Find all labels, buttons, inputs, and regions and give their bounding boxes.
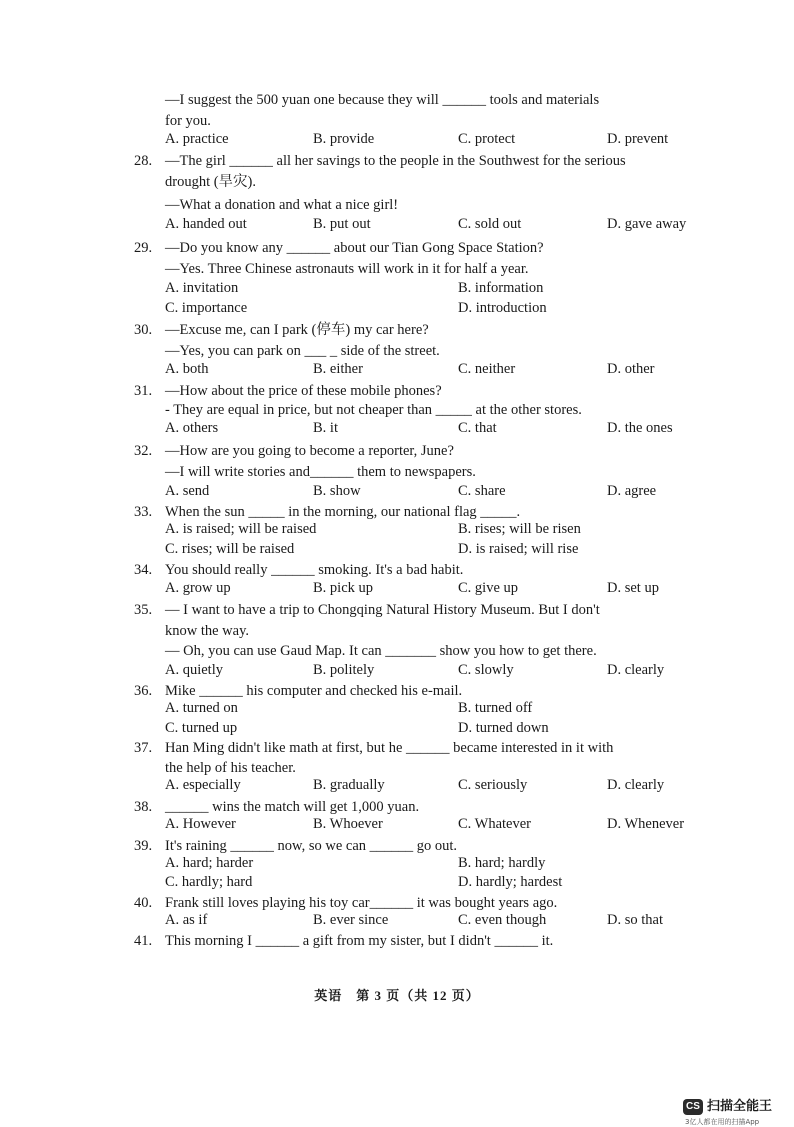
- question-text-line: know the way.: [165, 623, 250, 639]
- answer-option: B. hard; hardly: [458, 855, 546, 871]
- options-row: [165, 521, 725, 541]
- options-row: [165, 216, 725, 236]
- answer-option: B. politely: [313, 662, 375, 678]
- options-row: [165, 777, 725, 797]
- options-row: [165, 700, 725, 720]
- answer-option: B. it: [313, 420, 338, 436]
- question-number: 30.: [134, 322, 153, 338]
- answer-option: A. However: [165, 816, 236, 832]
- question-text-line: When the sun _____ in the morning, our national flag _____.: [165, 504, 521, 520]
- question-number: 37.: [134, 740, 153, 756]
- answer-option: A. as if: [165, 912, 208, 928]
- answer-option: C. hardly; hard: [165, 874, 253, 890]
- options-row: [165, 280, 725, 300]
- question-number: 36.: [134, 683, 153, 699]
- watermark-tagline: 3亿人都在用的扫描App: [685, 1118, 760, 1126]
- answer-option: D. gave away: [607, 216, 687, 232]
- options-row: [165, 483, 725, 503]
- page-footer: 英语 第 3 页（共 12 页）: [314, 988, 480, 1003]
- answer-option: C. importance: [165, 300, 248, 316]
- question-text-line: —What a donation and what a nice girl!: [165, 197, 399, 213]
- answer-option: D. clearly: [607, 662, 665, 678]
- options-row: [165, 541, 725, 561]
- question-number: 31.: [134, 383, 153, 399]
- question-text-line: Mike ______ his computer and checked his e-mail.: [165, 683, 463, 699]
- answer-option: A. practice: [165, 131, 229, 147]
- question-text-line: You should really ______ smoking. It's a bad habit.: [165, 562, 464, 578]
- answer-option: C. even though: [458, 912, 547, 928]
- answer-option: D. agree: [607, 483, 657, 499]
- answer-option: C. turned up: [165, 720, 238, 736]
- answer-option: D. set up: [607, 580, 659, 596]
- question-text-line: —I suggest the 500 yuan one because they will ______ tools and materials: [165, 92, 600, 108]
- answer-option: A. is raised; will be raised: [165, 521, 317, 537]
- answer-option: B. turned off: [458, 700, 533, 716]
- options-row: [165, 662, 725, 682]
- answer-option: A. invitation: [165, 280, 239, 296]
- options-row: [165, 855, 725, 875]
- answer-option: C. share: [458, 483, 506, 499]
- question-text-line: This morning I ______ a gift from my sister, but I didn't ______ it.: [165, 933, 554, 949]
- question-number: 41.: [134, 933, 153, 949]
- camscanner-logo-icon: CS: [683, 1099, 703, 1115]
- question-number: 29.: [134, 240, 153, 256]
- options-row: [165, 874, 725, 894]
- question-number: 34.: [134, 562, 153, 578]
- answer-option: B. rises; will be risen: [458, 521, 581, 537]
- answer-option: A. turned on: [165, 700, 238, 716]
- question-text-line: Han Ming didn't like math at first, but he ______ became interested in it with: [165, 740, 614, 756]
- question-text-line: ______ wins the match will get 1,000 yuan.: [165, 799, 420, 815]
- question-text-line: - They are equal in price, but not cheaper than _____ at the other stores.: [165, 402, 582, 418]
- question-text-line: —I will write stories and______ them to newspapers.: [165, 464, 476, 480]
- answer-option: D. other: [607, 361, 655, 377]
- answer-option: C. sold out: [458, 216, 522, 232]
- options-row: [165, 816, 725, 836]
- answer-option: B. ever since: [313, 912, 389, 928]
- answer-option: B. information: [458, 280, 544, 296]
- scanner-watermark: [683, 1099, 787, 1126]
- answer-option: B. show: [313, 483, 361, 499]
- question-number: 38.: [134, 799, 153, 815]
- question-text-line: Frank still loves playing his toy car______ it was bought years ago.: [165, 895, 558, 911]
- question-text-line: —How about the price of these mobile phones?: [165, 383, 442, 399]
- options-row: [165, 131, 725, 151]
- answer-option: C. give up: [458, 580, 519, 596]
- question-number: 39.: [134, 838, 153, 854]
- answer-option: D. turned down: [458, 720, 549, 736]
- answer-option: D. so that: [607, 912, 663, 928]
- answer-option: D. is raised; will rise: [458, 541, 579, 557]
- answer-option: C. rises; will be raised: [165, 541, 295, 557]
- answer-option: B. gradually: [313, 777, 385, 793]
- answer-option: D. introduction: [458, 300, 547, 316]
- answer-option: C. seriously: [458, 777, 528, 793]
- answer-option: B. either: [313, 361, 363, 377]
- answer-option: A. handed out: [165, 216, 247, 232]
- answer-option: A. grow up: [165, 580, 231, 596]
- question-text-line: —How are you going to become a reporter, June?: [165, 443, 454, 459]
- answer-option: A. send: [165, 483, 210, 499]
- answer-option: B. put out: [313, 216, 371, 232]
- answer-option: A. especially: [165, 777, 241, 793]
- answer-option: A. both: [165, 361, 209, 377]
- options-row: [165, 420, 725, 440]
- options-row: [165, 580, 725, 600]
- options-row: [165, 912, 725, 932]
- question-text-line: —Yes, you can park on ___ _ side of the street.: [165, 343, 440, 359]
- options-row: [165, 361, 725, 381]
- watermark-app-name: 扫描全能王: [707, 1099, 773, 1114]
- question-number: 35.: [134, 602, 153, 618]
- answer-option: D. prevent: [607, 131, 669, 147]
- answer-option: B. Whoever: [313, 816, 383, 832]
- answer-option: B. provide: [313, 131, 375, 147]
- question-text-line: drought (旱灾).: [165, 174, 257, 190]
- answer-option: C. Whatever: [458, 816, 532, 832]
- options-row: [165, 720, 725, 740]
- question-text-line: It's raining ______ now, so we can ______ go out.: [165, 838, 458, 854]
- answer-option: A. hard; harder: [165, 855, 254, 871]
- question-text-line: the help of his teacher.: [165, 760, 296, 776]
- answer-option: B. pick up: [313, 580, 374, 596]
- question-number: 32.: [134, 443, 153, 459]
- question-number: 28.: [134, 153, 153, 169]
- question-text-line: — Oh, you can use Gaud Map. It can _______ show you how to get there.: [165, 643, 597, 659]
- question-number: 40.: [134, 895, 153, 911]
- question-number: 33.: [134, 504, 153, 520]
- answer-option: D. clearly: [607, 777, 665, 793]
- question-text-line: —Yes. Three Chinese astronauts will work in it for half a year.: [165, 261, 529, 277]
- question-text-line: —Do you know any ______ about our Tian Gong Space Station?: [165, 240, 544, 256]
- answer-option: A. others: [165, 420, 219, 436]
- question-text-line: — I want to have a trip to Chongqing Natural History Museum. But I don't: [165, 602, 600, 618]
- question-text-line: —The girl ______ all her savings to the people in the Southwest for the serious: [165, 153, 626, 169]
- question-text-line: —Excuse me, can I park (停车) my car here?: [165, 322, 429, 338]
- answer-option: D. hardly; hardest: [458, 874, 563, 890]
- answer-option: C. that: [458, 420, 497, 436]
- answer-option: C. protect: [458, 131, 516, 147]
- answer-option: D. the ones: [607, 420, 673, 436]
- answer-option: C. slowly: [458, 662, 514, 678]
- answer-option: A. quietly: [165, 662, 223, 678]
- question-text-line: for you.: [165, 113, 211, 129]
- options-row: [165, 300, 725, 320]
- answer-option: D. Whenever: [607, 816, 685, 832]
- answer-option: C. neither: [458, 361, 516, 377]
